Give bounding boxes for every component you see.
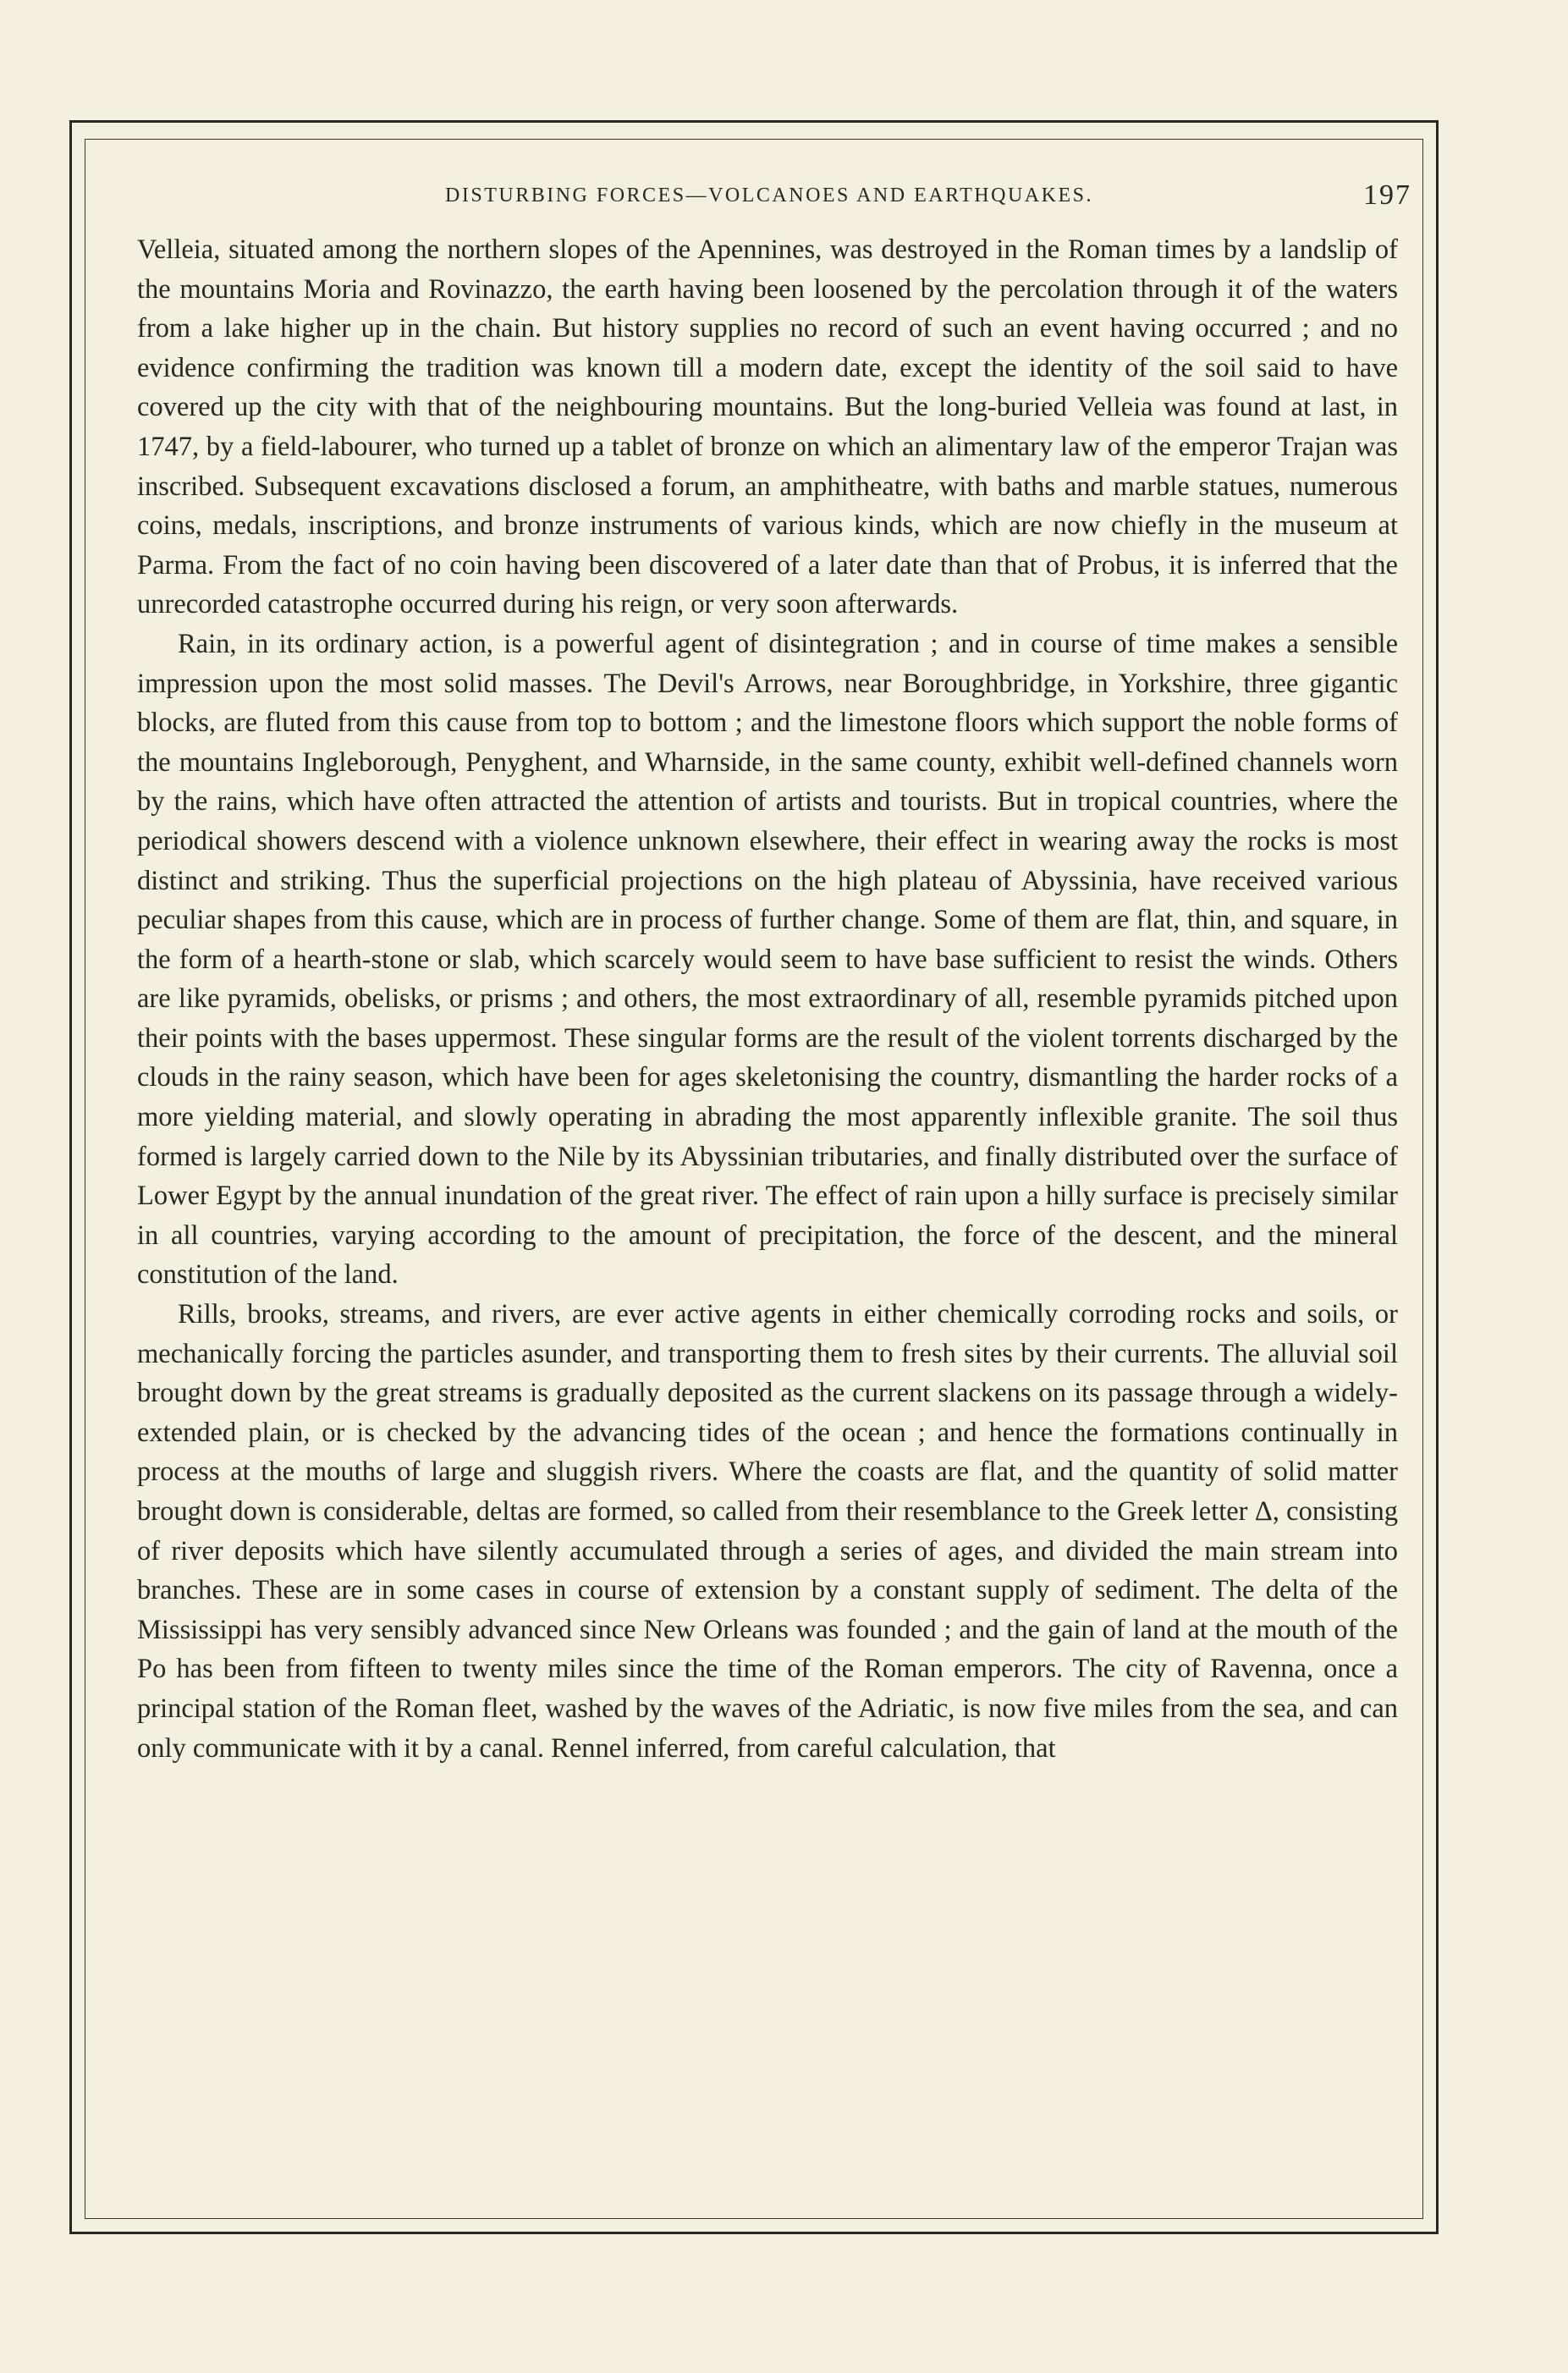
- body-text: [137, 230, 1398, 1768]
- running-head: DISTURBING FORCES—VOLCANOES AND EARTHQUAKES.: [445, 184, 1093, 206]
- paragraph-rain: Rain, in its ordinary action, is a powerful agent of disintegration ; and in course of time makes a sensible impression upon the most solid masses. The Devil's Arrows, near Boroughbridge, in Yorkshire, three gigantic blocks, are fluted from this cause from top to bottom ; and the limestone floors which support the noble forms of the mountains Ingleborough, Penyghent, and Wharnside, in the same county, exhibit well-defined channels worn by the rains, which have often attracted the attention of artists and tourists. But in tropical countries, where the periodical showers descend with a violence unknown elsewhere, their effect in wearing away the rocks is most distinct and striking. Thus the superficial projections on the high plateau of Abyssinia, have received various peculiar shapes from this cause, which are in process of further change. Some of them are flat, thin, and square, in the form of a hearth-stone or slab, which scarcely would seem to have base sufficient to resist the winds. Others are like pyramids, obelisks, or prisms ; and others, the most extraordinary of all, resemble pyramids pitched upon their points with the bases uppermost. These singular forms are the result of the violent torrents discharged by the clouds in the rainy season, which have been for ages skeletonising the country, dismantling the harder rocks of a more yielding material, and slowly operating in abrading the most apparently inflexible granite. The soil thus formed is largely carried down to the Nile by its Abyssinian tributaries, and finally distributed over the surface of Lower Egypt by the annual inundation of the great river. The effect of rain upon a hilly surface is precisely similar in all countries, varying according to the amount of precipitation, the force of the descent, and the mineral constitution of the land.: [137, 628, 1398, 1291]
- page-header: [127, 179, 1411, 217]
- paragraph-velleia: Velleia, situated among the northern slopes of the Apennines, was destroyed in the Roman times by a landslip of the mountains Moria and Rovinazzo, the earth having been loosened by the percolation through it of the waters from a lake higher up in the chain. But history supplies no record of such an event having occurred ; and no evidence confirming the tradition was known till a modern date, except the identity of the soil said to have covered up the city with that of the neighbouring mountains. But the long-buried Velleia was found at last, in 1747, by a field-labourer, who turned up a tablet of bronze on which an alimentary law of the emperor Trajan was inscribed. Subsequent excavations disclosed a forum, an amphitheatre, with baths and marble statues, numerous coins, medals, inscriptions, and bronze instruments of various kinds, which are now chiefly in the museum at Parma. From the fact of no coin having been discovered of a later date than that of Probus, it is inferred that the unrecorded catastrophe occurred during his reign, or very soon afterwards.: [137, 234, 1398, 620]
- paragraph-rivers: Rills, brooks, streams, and rivers, are ever active agents in either chemically corroding rocks and soils, or mechanically forcing the particles asunder, and transporting them to fresh sites by their currents. The alluvial soil brought down by the great streams is gradually deposited as the current slackens on its passage through a widely-extended plain, or is checked by the advancing tides of the ocean ; and hence the formations continually in process at the mouths of large and sluggish rivers. Where the coasts are flat, and the quantity of solid matter brought down is considerable, deltas are formed, so called from their resemblance to the Greek letter Δ, consisting of river deposits which have silently accumulated through a series of ages, and divided the main stream into branches. These are in some cases in course of extension by a constant supply of sediment. The delta of the Mississippi has very sensibly advanced since New Orleans was founded ; and the gain of land at the mouth of the Po has been from fifteen to twenty miles since the time of the Roman emperors. The city of Ravenna, once a principal station of the Roman fleet, washed by the waves of the Adriatic, is now five miles from the sea, and can only communicate with it by a canal. Rennel inferred, from careful calculation, that: [137, 1299, 1398, 1764]
- page-number: 197: [1363, 179, 1411, 211]
